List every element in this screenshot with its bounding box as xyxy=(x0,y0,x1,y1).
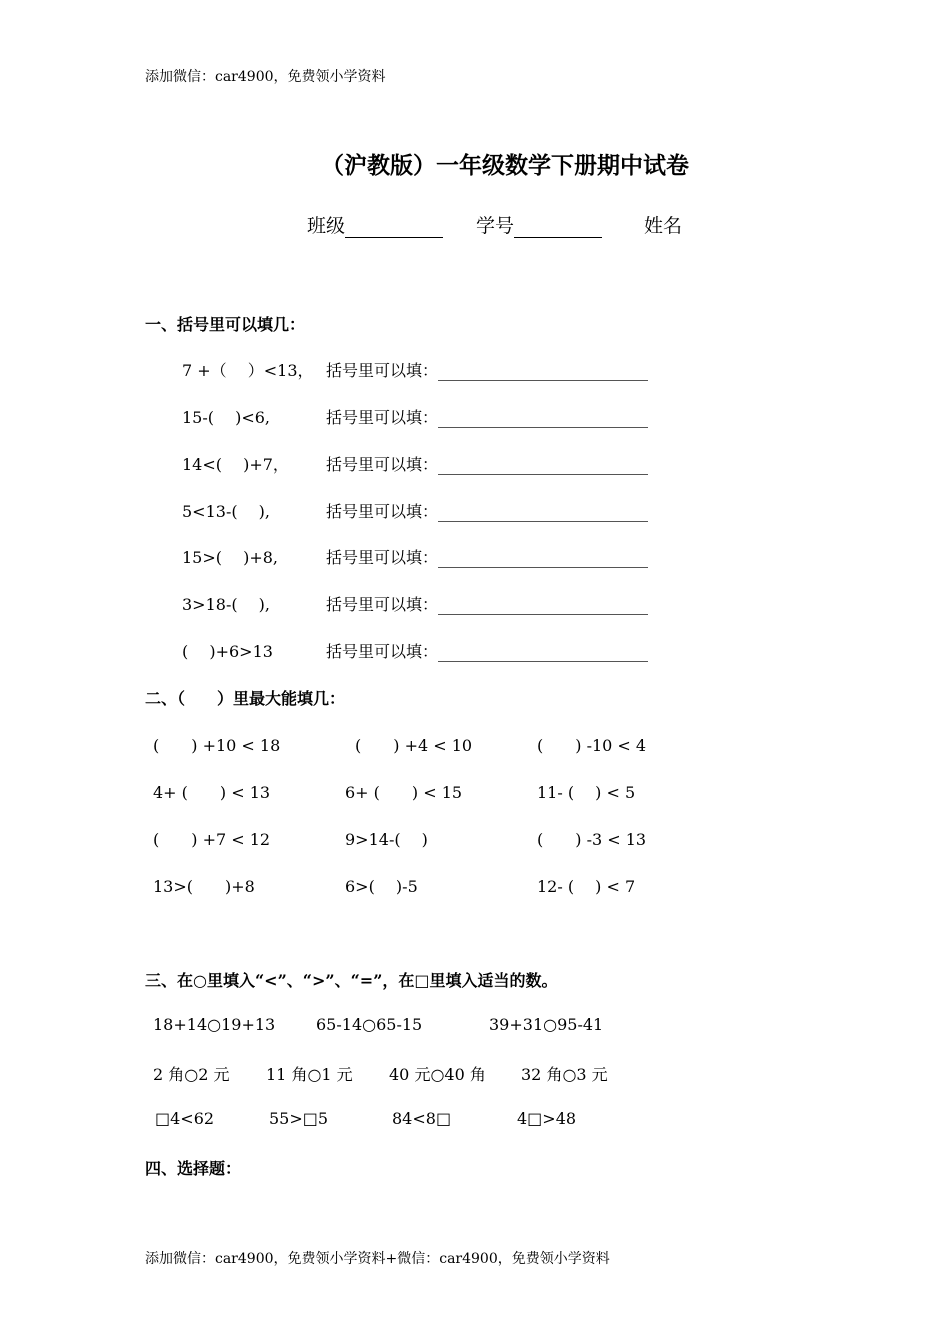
s2-item: ( ) +4 < 10 xyxy=(355,736,473,755)
s2-item: ( ) -3 < 13 xyxy=(537,830,647,849)
s1-expression: ( )+6>13 xyxy=(182,642,273,661)
s2-item: 13>( )+8 xyxy=(153,877,255,896)
s2-item: 9>14-( ) xyxy=(345,830,428,849)
s3-item: 40 元○40 角 xyxy=(389,1065,486,1084)
s1-answer-blank[interactable] xyxy=(438,598,648,615)
page-title: （沪教版）一年级数学下册期中试卷 xyxy=(321,152,689,179)
section3-heading: 三、在○里填入“<”、“>”、“=”，在□里填入适当的数。 xyxy=(145,971,558,990)
s2-item: ( ) +10 < 18 xyxy=(153,736,281,755)
s1-answer-blank[interactable] xyxy=(438,645,648,662)
s1-expression: 15-( )<6, xyxy=(182,408,271,427)
s2-item: 4+ ( ) < 13 xyxy=(153,783,271,802)
name-label: 姓名 xyxy=(644,215,683,237)
s3-item: 18+14○19+13 xyxy=(153,1015,276,1034)
footer-note: 添加微信：car4900，免费领小学资料+微信：car4900，免费领小学资料 xyxy=(145,1251,610,1267)
name-field xyxy=(644,211,682,238)
s1-expression: 14<( )+7， xyxy=(182,455,289,474)
s1-fill-label: 括号里可以填： xyxy=(326,361,439,380)
number-label: 学号 xyxy=(476,215,515,237)
s3-item: 39+31○95-41 xyxy=(489,1015,604,1034)
s1-answer-blank[interactable] xyxy=(438,458,648,475)
s3-item: □4<62 xyxy=(155,1109,215,1128)
class-label: 班级 xyxy=(307,215,346,237)
section1-heading: 一、括号里可以填几： xyxy=(145,315,306,334)
s1-expression: 15>( )+8, xyxy=(182,548,279,567)
s1-fill-label: 括号里可以填： xyxy=(326,595,439,614)
s3-item: 65-14○65-15 xyxy=(316,1015,423,1034)
s1-answer-line xyxy=(326,592,648,615)
s1-answer-line xyxy=(326,639,648,662)
s1-answer-blank[interactable] xyxy=(438,364,648,381)
s1-answer-line xyxy=(326,545,648,568)
s1-fill-label: 括号里可以填： xyxy=(326,408,439,427)
s2-item: ( ) +7 < 12 xyxy=(153,830,271,849)
s3-item: 2 角○2 元 xyxy=(153,1065,230,1084)
s1-answer-blank[interactable] xyxy=(438,551,648,568)
s1-answer-line xyxy=(326,452,648,475)
s1-answer-line xyxy=(326,405,648,428)
s1-fill-label: 括号里可以填： xyxy=(326,548,439,567)
s2-item: 6+ ( ) < 15 xyxy=(345,783,463,802)
s3-item: 55>□5 xyxy=(269,1109,329,1128)
s1-answer-line xyxy=(326,358,648,381)
s1-fill-label: 括号里可以填： xyxy=(326,455,439,474)
s1-expression: 5<13-( ), xyxy=(182,502,271,521)
s1-fill-label: 括号里可以填： xyxy=(326,642,439,661)
s3-item: 32 角○3 元 xyxy=(521,1065,608,1084)
s1-answer-blank[interactable] xyxy=(438,411,648,428)
s1-answer-line xyxy=(326,499,648,522)
s2-item: 12- ( ) < 7 xyxy=(537,877,636,896)
section2-heading: 二、（ ）里最大能填几： xyxy=(145,689,346,708)
s3-item: 84<8□ xyxy=(392,1109,452,1128)
number-blank[interactable] xyxy=(514,217,602,238)
s3-item: 11 角○1 元 xyxy=(266,1065,353,1084)
header-note: 添加微信：car4900，免费领小学资料 xyxy=(145,69,386,85)
s2-item: ( ) -10 < 4 xyxy=(537,736,647,755)
section4-heading: 四、选择题： xyxy=(145,1159,242,1178)
s1-expression: 7 +（ ）<13， xyxy=(182,361,314,380)
number-field xyxy=(476,211,602,238)
s2-item: 6>( )-5 xyxy=(345,877,418,896)
s2-item: 11- ( ) < 5 xyxy=(537,783,636,802)
class-blank[interactable] xyxy=(345,217,443,238)
s1-expression: 3>18-( ), xyxy=(182,595,271,614)
s1-answer-blank[interactable] xyxy=(438,505,648,522)
s1-fill-label: 括号里可以填： xyxy=(326,502,439,521)
s3-item: 4□>48 xyxy=(517,1109,577,1128)
class-field xyxy=(307,211,443,238)
